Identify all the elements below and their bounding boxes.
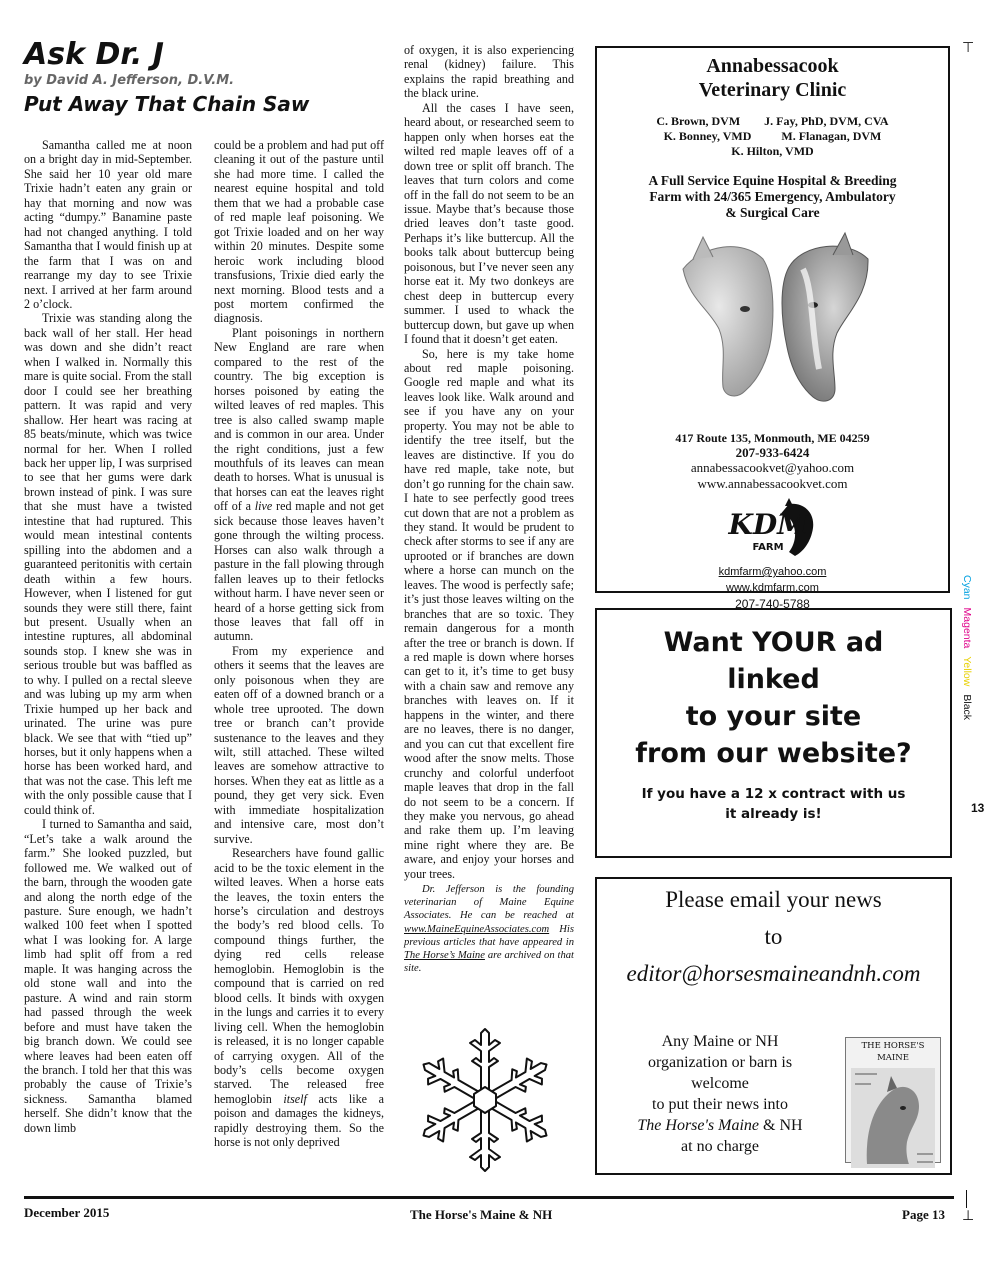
crop-mark-line	[966, 1190, 967, 1208]
cmyk-cyan: Cyan	[961, 575, 973, 600]
invite-line5-rest: & NH	[759, 1117, 803, 1134]
link-ad	[595, 608, 952, 858]
crop-mark-bottom: ⊥	[962, 1208, 975, 1224]
clinic-website-link[interactable]: www.annabessacookvet.com	[697, 476, 848, 491]
clinic-email-link[interactable]: annabessacookvet@yahoo.com	[690, 460, 855, 475]
article-column-3	[404, 43, 574, 975]
clinic-name-line2: Veterinary Clinic	[698, 79, 847, 101]
text-run: red maple and not get sick because those leaves haven’t gone through the wilting process. Horses can also walk through a pasture in the fall plowing through fallen leaves up to their fetlocks without harm. I have never seen or heard of a horse getting sick from those leaves that fall off in autumn.	[214, 499, 384, 644]
paragraph	[214, 326, 384, 644]
invite-line1: Any Maine or NH	[661, 1033, 779, 1050]
clinic-name-line1: Annabessacook	[706, 55, 839, 77]
news-ad-invite	[605, 1031, 835, 1157]
text-run: His previous articles that have appeared in	[404, 923, 574, 948]
horses-illustration	[663, 229, 883, 419]
paragraph	[214, 846, 384, 1150]
kdm-logo-sub: FARM	[752, 542, 784, 553]
news-ad-line1: Please email your news	[665, 887, 882, 912]
emphasis-itself: itself	[283, 1091, 307, 1106]
text-run: Dr. Jefferson is the founding veterinarian of Maine Equine Associates. He can be reached at	[404, 884, 574, 922]
clinic-service-line3: & Surgical Care	[725, 205, 820, 220]
margin-page-number: 13	[971, 801, 985, 815]
news-ad-email-link[interactable]	[597, 955, 950, 992]
text-run: Plant poisonings in northern New England are rare when compared to the rest of the country. The big exception is horses poisoned by eating the wilted leaves of red maples. This tree is also called swamp maple and is common in our area. Under the right conditions, just a few mouthfuls of its leaves can mean death to horses. What is unusual is that horses can eat the leaves right off of a	[214, 325, 384, 514]
clinic-service-line1: A Full Service Equine Hospital & Breeding	[648, 173, 897, 188]
link-ad-sub2: it already is!	[725, 806, 822, 822]
text-run: acts like a poison and damages the kidneys, rapidly destroying them. So the horse is not only deprived	[214, 1091, 384, 1150]
link-ad-line1: Want YOUR ad	[663, 627, 884, 658]
clinic-doctors-line2: K. Bonney, VMD M. Flanagan, DVM	[663, 129, 882, 143]
text-run: Researchers have found gallic acid to be the toxic element in the wilted leaves. When a horse eats the leaves, the toxin enters the horse’s circulation and destroys the body’s red blood cells. To compound things further, the dying red cells release hemoglobin. Hemoglobin is the compound that is carried on red blood cells. It binds with oxygen in the lungs and carries it to every living cell. When the hemoglobin is released, it is no longer capable of carrying oxygen. All of the body’s cells become oxygen starved. The released free hemoglobin	[214, 846, 384, 1106]
clinic-address: 417 Route 135, Monmouth, ME 04259	[675, 431, 870, 445]
link-ad-line4: from our website?	[635, 738, 912, 769]
text-run: are archived on that site.	[404, 949, 575, 974]
snowflake-icon	[418, 1025, 552, 1175]
magazine-cover-thumbnail	[845, 1037, 941, 1163]
clinic-phone: 207-933-6424	[735, 445, 810, 460]
clinic-service-line2: Farm with 24/365 Emergency, Ambulatory	[649, 189, 896, 204]
paragraph: Samantha called me at noon on a bright day in mid-September. She said her 10 year old mare Trixie hadn’t eaten any grain or hay that morning and now was acting “dumpy.” Banamine paste had not changed anything. I told Samantha that I would finish up at the farm that I was on and rearrange my day to see Trixie next. I arrived at her farm around 2 o’clock.	[24, 138, 192, 311]
article-column-1	[24, 138, 192, 1135]
magazine-cover-title: THE HORSE'S MAINE	[861, 1041, 925, 1063]
bio-publication: The Horse’s Maine	[404, 949, 485, 961]
kdm-email-link[interactable]: kdmfarm@yahoo.com	[718, 566, 827, 578]
invite-line3: welcome	[691, 1075, 749, 1092]
cmyk-black: Black	[961, 694, 973, 721]
cmyk-labels	[959, 575, 977, 720]
paragraph: All the cases I have seen, heard about, or researched seem to happen only when horses eat the wilted red maple leaves off of a down tree or split off branch. The leaves that turn colors and come off in the fall do not seem to be an issue. Maybe that’s because those dried leaves don’t taste good. Perhaps it’s like buttercup. All the books talk about buttercup being poisonous, but I’ve never seen any horse eat it. My two donkeys are chest deep in buttercup every summer. I used to whack the buttercup down, but gave up when I found that it doesn’t get eaten.	[404, 100, 574, 347]
invite-line5	[605, 1115, 835, 1136]
link-ad-line2: linked	[727, 664, 820, 695]
invite-line2: organization or barn is	[647, 1054, 793, 1071]
article-column-2	[214, 138, 384, 1150]
footer-page: Page 13	[902, 1207, 945, 1222]
kdm-phone: 207-740-5788	[735, 597, 810, 611]
cmyk-yellow: Yellow	[961, 656, 973, 687]
cmyk-color-bar	[963, 575, 1000, 725]
article-subtitle: Put Away That Chain Saw	[24, 92, 310, 116]
clinic-ad	[595, 46, 950, 611]
paragraph: of oxygen, it is also experiencing renal (kidney) failure. This explains the rapid breathing and the black urine.	[404, 43, 574, 101]
invite-line6: at no charge	[681, 1138, 759, 1155]
clinic-doctors-line1: C. Brown, DVM J. Fay, PhD, DVM, CVA	[656, 114, 889, 128]
footer-date: December 2015	[24, 1205, 110, 1220]
author-bio	[404, 883, 574, 975]
paragraph: I turned to Samantha and said, “Let’s take a walk around the farm.” She looked puzzled, but followed me. We walked out of the barn, through the wooden gate and along the north edge of the pasture. Sure enough, we hadn’t walked 100 feet when I spotted what I was looking for. A large limb had split off from a red maple. It was hanging across the old stone wall and into the pasture. A wind and rain storm had passed through the week before and must have taken the big branch down. We could see where leaves had been eaten off the branch. I told her that this was probably the cause of Trixie’s sickness. Samantha blamed herself. She didn’t know that the down limb	[24, 817, 192, 1135]
invite-publication: The Horse's Maine	[637, 1117, 760, 1134]
paragraph: could be a problem and had put off cleaning it out of the pasture until she had more time. I called the nearest equine hospital and told them that we had a probable case of red maple leaf poisoning. We got Trixie loaded and on her way within 20 minutes. Despite some heroic work including blood transfusions, Trixie died early the next morning. Blood tests and a post mortem confirmed the diagnosis.	[214, 138, 384, 326]
cmyk-magenta: Magenta	[961, 607, 973, 649]
emphasis-live: live	[254, 499, 273, 514]
paragraph: So, here is my take home about red maple poisoning. Google red maple and what its leaves look like. Walk around and see if you have any on your property. You may not be able to identify the tree itself, but the leaves are distinctive. If you do have red maple, take note, but don’t go running for the chain saw. I hate to see perfectly good trees cut down that are not a problem as they stand. It would be prudent to check after storms to see if any are uprooted or if branches are down where a horse can munch on the leaves. The wood is perfectly safe; it’s just those leaves wilting on the branches that are so toxic. They remain dangerous for a month after the tree or branch is down. If a red maple is down where horses can get to it, it’s time to get busy with a chain saw and remove any branches with leaves on. If it happens in the winter, and there are no leaves, there is no danger, and you can cut that excellent fire wood after the snow melts. Those crunchy and colorful underfoot maple leaves that drop in the fall do not seem to be a concern. If they make you nervous, go ahead and rake them up. I’m leaving mine right where they are. Be aware, and enjoy your horses and your trees.	[404, 346, 574, 881]
paragraph: From my experience and others it seems that the leaves are only poisonous when they are eaten off of a downed branch or a whole tree uprooted. The down tree or branch can’t provide sustenance to the leaves and they wilt, still attached. These wilted leaves are somehow attractive to horses. When they eat as little as a pound, they get very sick. Even with immediate hospitalization and intensive care, most don’t survive.	[214, 643, 384, 846]
kdm-logo-text: KDM	[728, 508, 809, 541]
bio-link[interactable]: www.MaineEquineAssociates.com	[404, 923, 550, 935]
crop-mark-top: ⊤	[962, 40, 975, 56]
link-ad-line3: to your site	[685, 701, 862, 732]
kdm-website-link[interactable]: www.kdmfarm.com	[726, 582, 819, 594]
clinic-doctors-line3: K. Hilton, VMD	[731, 144, 814, 158]
news-ad	[595, 877, 952, 1175]
article-byline: by David A. Jefferson, D.V.M.	[24, 73, 235, 88]
footer-rule	[24, 1196, 954, 1199]
article-title: Ask Dr. J	[24, 37, 164, 72]
news-ad-email[interactable]: editor@horsesmaineandnh.com	[626, 961, 921, 986]
news-ad-line2: to	[764, 924, 783, 949]
kdm-logo	[723, 498, 823, 560]
horse-portrait-image	[847, 1064, 939, 1172]
footer-publication: The Horse's Maine & NH	[410, 1207, 553, 1222]
invite-line4: to put their news into	[652, 1096, 788, 1113]
link-ad-sub1: If you have a 12 x contract with us	[641, 786, 906, 802]
paragraph: Trixie was standing along the back wall of her stall. Her head was down and she didn’t react when I walked in. Normally this mare is quite social. From the stall door I could see her breathing pattern. It was rapid and very shallow. Her heart was racing at 85 beats/minute, which was twice normal for her. When I rolled back her upper lip, I was surprised to see that her gums were dark brown instead of pink. I was sure that she must have a twisted intestine that had ruptured. This would mean intestinal contents spilling into the abdomen and a guaranteed peritonitis with certain death within a few hours. However, when I listened for gut sounds they were still there, faint but present. Usually when an intestine ruptures, all abdominal sounds stop. I knew she was in serious trouble but was baffled as to why. I pulled on a rectal sleeve and was lubing up my arm when Trixie humped up her back and urinated. The urine was pure black. We see that with “tied up” horses, but it only happens when a horse has been worked hard, and that was not the case. This left me with the only possible cause that I could think of.	[24, 311, 192, 817]
